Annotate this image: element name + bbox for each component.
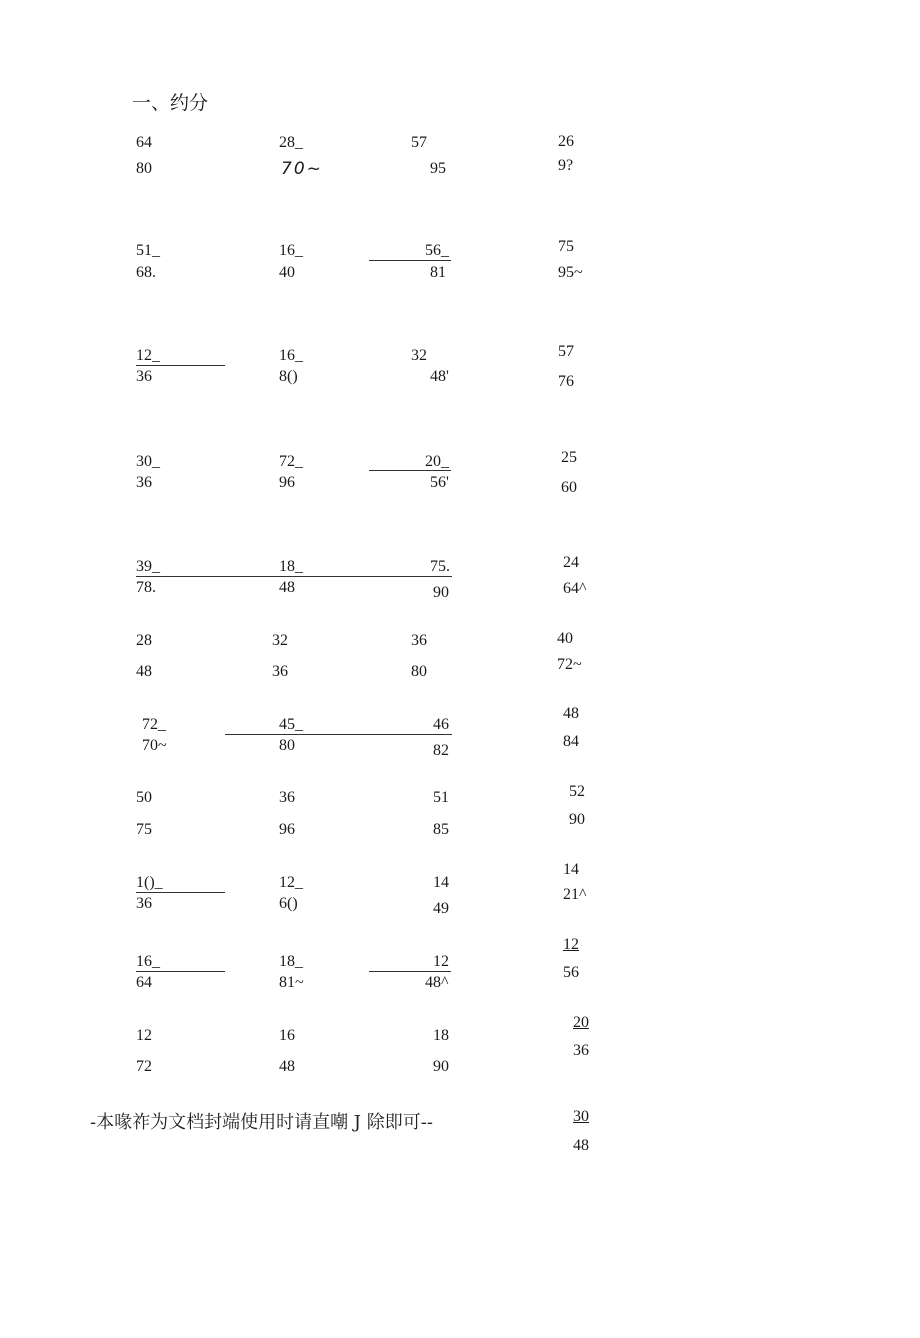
fraction-numerator: 36 [279, 789, 295, 806]
fraction-denominator: 56' [430, 474, 449, 491]
footer-note: -本喙祚为文档封端使用时请直嘲 J 除即可-- [90, 1112, 433, 1133]
fraction-denominator: 96 [279, 821, 295, 838]
fraction-numerator: 12 [433, 953, 449, 970]
fraction-denominator: 9? [558, 157, 574, 174]
fraction-numerator: 25 [561, 449, 577, 466]
fraction-numerator: 28_ [279, 134, 303, 151]
fraction-denominator: 80 [411, 663, 427, 680]
fraction-denominator: 81~ [279, 974, 304, 991]
fraction-numerator: 16_ [279, 347, 303, 364]
fraction-denominator: 48 [136, 663, 152, 680]
fraction-denominator: 21^ [563, 886, 587, 903]
fraction-numerator: 1()_ [136, 874, 163, 891]
fraction-bar [136, 971, 225, 972]
fraction-numerator: 57 [558, 343, 574, 360]
fraction-numerator: 50 [136, 789, 152, 806]
fraction-bar [136, 892, 225, 893]
fraction-numerator: 72_ [279, 453, 303, 470]
fraction-numerator: 14 [433, 874, 449, 891]
fraction-denominator: 48 [279, 579, 295, 596]
fraction-numerator: 20 [573, 1014, 589, 1031]
fraction-numerator: 75. [430, 558, 450, 575]
fraction-denominator: 36 [136, 895, 152, 912]
fraction-denominator: 36 [272, 663, 288, 680]
fraction-numerator: 30_ [136, 453, 160, 470]
fraction-numerator: 64 [136, 134, 152, 151]
fraction-denominator: 64^ [563, 580, 587, 597]
fraction-bar [136, 365, 225, 366]
fraction-numerator: 52 [569, 783, 585, 800]
fraction-denominator: 82 [433, 742, 449, 759]
fraction-numerator: 36 [411, 632, 427, 649]
fraction-numerator: 12_ [279, 874, 303, 891]
fraction-numerator: 16_ [279, 242, 303, 259]
fraction-numerator: 14 [563, 861, 579, 878]
fraction-numerator: 32 [272, 632, 288, 649]
fraction-denominator: 36 [136, 474, 152, 491]
fraction-numerator: 28 [136, 632, 152, 649]
fraction-numerator: 39_ [136, 558, 160, 575]
section-heading: 一、约分 [132, 92, 209, 114]
fraction-numerator: 12 [563, 936, 579, 953]
fraction-denominator: 36 [573, 1042, 589, 1059]
fraction-numerator: 18 [433, 1027, 449, 1044]
fraction-numerator: 45_ [279, 716, 303, 733]
fraction-denominator: 80 [136, 160, 152, 177]
fraction-numerator: 24 [563, 554, 579, 571]
fraction-numerator: 51_ [136, 242, 160, 259]
fraction-denominator: 72~ [557, 656, 582, 673]
fraction-denominator: 95 [430, 160, 446, 177]
fraction-numerator: 75 [558, 238, 574, 255]
fraction-denominator: 68. [136, 264, 156, 281]
fraction-numerator: 30 [573, 1108, 589, 1125]
fraction-denominator: 8() [279, 368, 298, 385]
fraction-denominator: 96 [279, 474, 295, 491]
fraction-denominator: 40 [279, 264, 295, 281]
fraction-numerator: 72_ [142, 716, 166, 733]
fraction-denominator: 70~ [142, 737, 167, 754]
fraction-numerator: 20_ [425, 453, 449, 470]
fraction-denominator: 76 [558, 373, 574, 390]
fraction-denominator: 56 [563, 964, 579, 981]
fraction-bar [369, 260, 451, 261]
fraction-denominator: 70~ [281, 159, 323, 179]
fraction-denominator: 84 [563, 733, 579, 750]
fraction-denominator: 48' [430, 368, 449, 385]
fraction-denominator: 75 [136, 821, 152, 838]
fraction-denominator: 80 [279, 737, 295, 754]
fraction-denominator: 60 [561, 479, 577, 496]
fraction-denominator: 95~ [558, 264, 583, 281]
fraction-numerator: 46 [433, 716, 449, 733]
fraction-denominator: 36 [136, 368, 152, 385]
fraction-denominator: 90 [433, 584, 449, 601]
fraction-numerator: 57 [411, 134, 427, 151]
fraction-numerator: 51 [433, 789, 449, 806]
fraction-denominator: 49 [433, 900, 449, 917]
fraction-numerator: 16 [279, 1027, 295, 1044]
fraction-denominator: 64 [136, 974, 152, 991]
fraction-numerator: 26 [558, 133, 574, 150]
fraction-bar [369, 971, 451, 972]
fraction-denominator: 72 [136, 1058, 152, 1075]
fraction-numerator: 56_ [425, 242, 449, 259]
fraction-denominator: 48 [573, 1137, 589, 1154]
fraction-bar [136, 576, 452, 577]
fraction-numerator: 40 [557, 630, 573, 647]
fraction-denominator: 78. [136, 579, 156, 596]
fraction-denominator: 81 [430, 264, 446, 281]
fraction-denominator: 6() [279, 895, 298, 912]
fraction-numerator: 12_ [136, 347, 160, 364]
fraction-denominator: 90 [569, 811, 585, 828]
fraction-denominator: 48 [279, 1058, 295, 1075]
fraction-denominator: 85 [433, 821, 449, 838]
fraction-numerator: 18_ [279, 953, 303, 970]
fraction-numerator: 18_ [279, 558, 303, 575]
fraction-numerator: 32 [411, 347, 427, 364]
fraction-numerator: 16_ [136, 953, 160, 970]
fraction-bar [225, 734, 452, 735]
fraction-numerator: 48 [563, 705, 579, 722]
fraction-denominator: 48^ [425, 974, 449, 991]
fraction-numerator: 12 [136, 1027, 152, 1044]
fraction-denominator: 90 [433, 1058, 449, 1075]
